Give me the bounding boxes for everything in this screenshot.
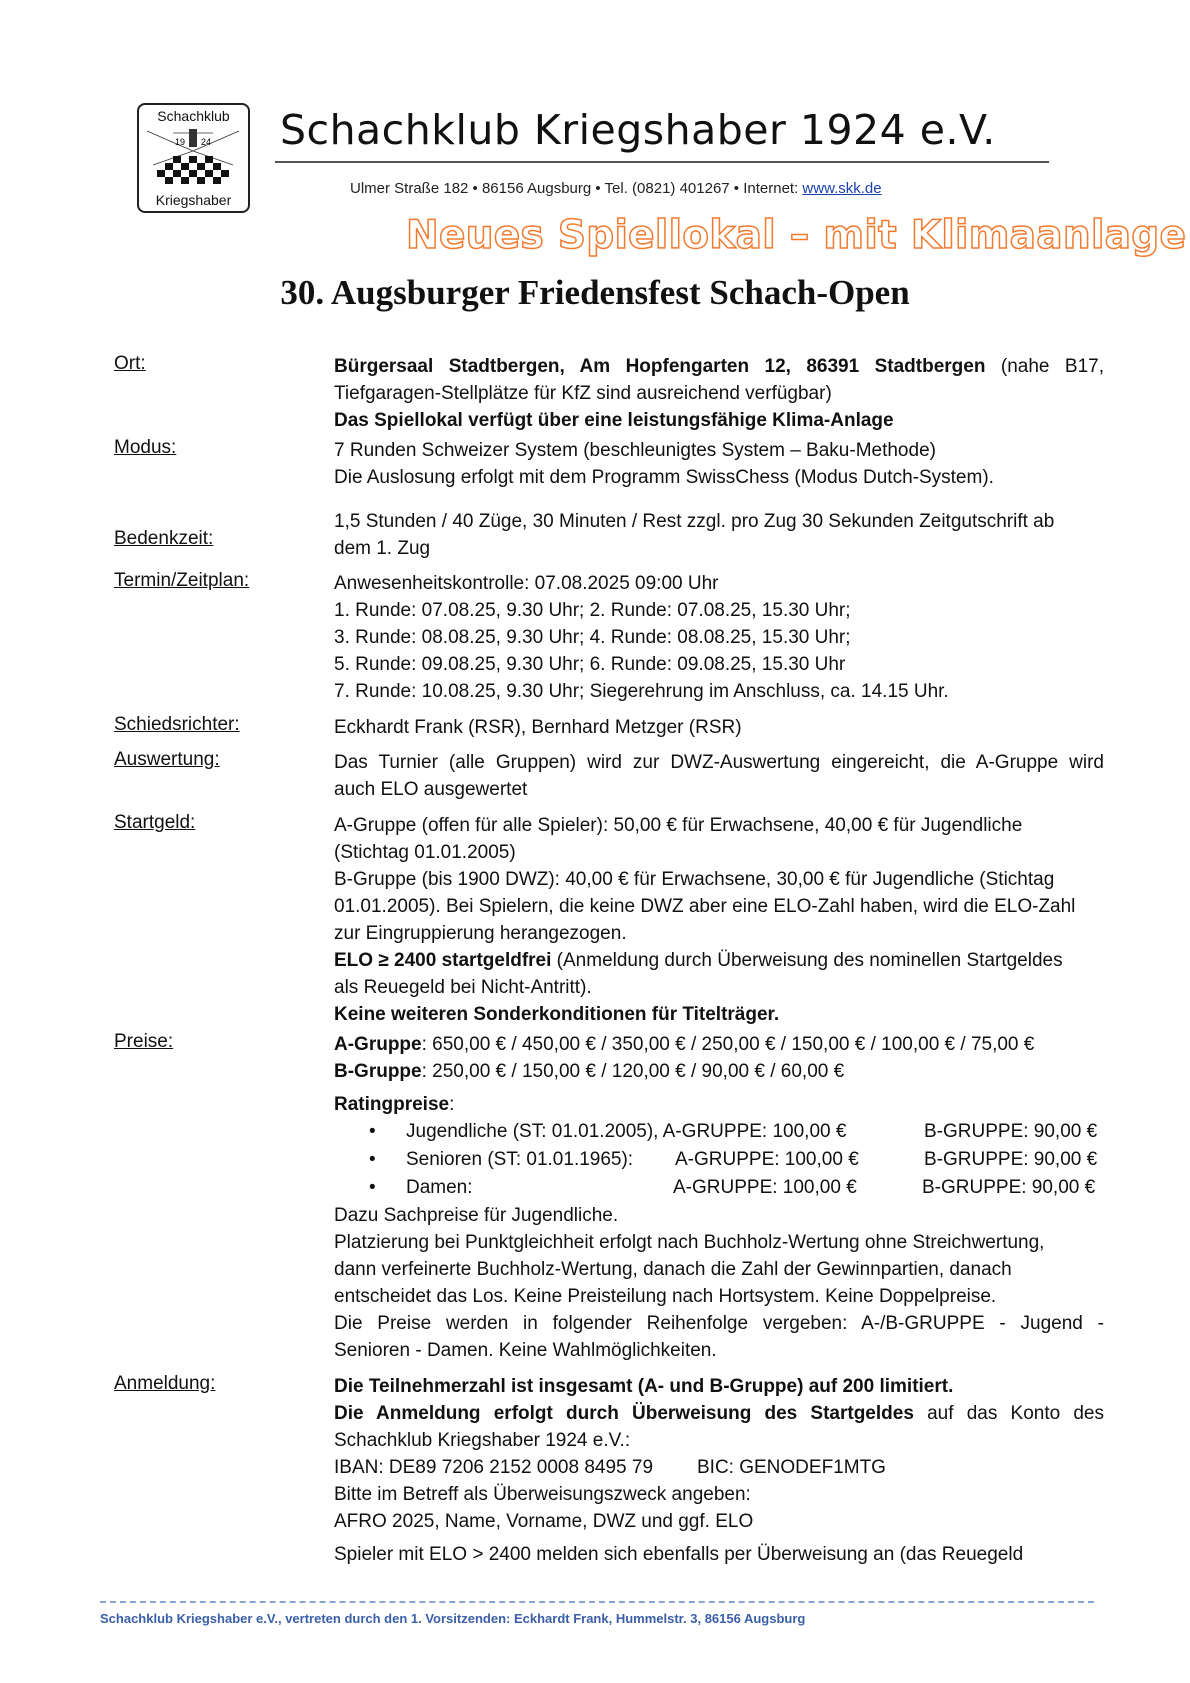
website-link[interactable]: www.skk.de	[802, 180, 882, 197]
value-preise	[334, 1031, 1104, 1364]
page-title: 30. Augsburger Friedensfest Schach-Open	[280, 273, 910, 312]
preise-line-2: Platzierung bei Punktgleichheit erfolgt nach Buchholz-Wertung ohne Streichwertung,	[334, 1232, 1045, 1253]
ort-line-2: Tiefgaragen-Stellplätze für KfZ sind ausreichend verfügbar)	[334, 383, 832, 404]
footer-text: Schachklub Kriegshaber e.V., vertreten durch den 1. Vorsitzenden: Eckhardt Frank, Hummelstr. 3, 86156 Augsburg	[100, 1611, 806, 1626]
anmeldung-line-2: Die Anmeldung erfolgt durch Überweisung des Startgeldes auf das Konto des	[334, 1403, 1104, 1424]
label-ort: Ort:	[114, 353, 146, 374]
preise-line-4: entscheidet das Los. Keine Preisteilung nach Hortsystem. Keine Doppelpreise.	[334, 1286, 997, 1307]
label-anmeldung: Anmeldung:	[114, 1373, 216, 1394]
label-bedenkzeit: Bedenkzeit:	[114, 528, 214, 549]
preise-line-1: Dazu Sachpreise für Jugendliche.	[334, 1205, 619, 1226]
rating-row: • Damen: A-GRUPPE: 100,00 € B-GRUPPE: 90,00 €	[334, 1174, 1104, 1202]
termin-line: Anwesenheitskontrolle: 07.08.2025 09:00 Uhr	[334, 573, 719, 594]
value-schiedsrichter	[334, 714, 1104, 741]
preise-line-3: dann verfeinerte Buchholz-Wertung, danach die Zahl der Gewinnpartien, danach	[334, 1259, 1012, 1280]
startgeld-line-6: ELO ≥ 2400 startgeldfrei (Anmeldung durch Überweisung des nominellen Startgeldes	[334, 950, 1063, 971]
banner-new-venue: Neues Spiellokal – mit Klimaanlage	[406, 213, 1187, 258]
logo-year-left: 19	[175, 137, 186, 147]
label-schiedsrichter: Schiedsrichter:	[114, 714, 240, 735]
ort-line-1: Bürgersaal Stadtbergen, Am Hopfengarten 12, 86391 Stadtbergen (nahe B17,	[334, 356, 1104, 377]
anmeldung-line-7: Spieler mit ELO > 2400 melden sich ebenfalls per Überweisung an (das Reuegeld	[334, 1544, 1024, 1565]
startgeld-line-4: 01.01.2005). Bei Spielern, die keine DWZ aber eine ELO-Zahl haben, wird die ELO-Zahl	[334, 896, 1076, 917]
label-termin: Termin/Zeitplan:	[114, 570, 250, 591]
value-auswertung	[334, 749, 1104, 803]
modus-line-2: Die Auslosung erfolgt mit dem Programm SwissChess (Modus Dutch-System).	[334, 467, 994, 488]
termin-line: 1. Runde: 07.08.25, 9.30 Uhr; 2. Runde: 07.08.25, 15.30 Uhr;	[334, 600, 851, 621]
bullet-icon: •	[369, 1121, 376, 1142]
rating-row: • Senioren (ST: 01.01.1965): A-GRUPPE: 100,00 € B-GRUPPE: 90,00 €	[334, 1146, 1104, 1174]
bedenkzeit-line-1: 1,5 Stunden / 40 Züge, 30 Minuten / Rest zzgl. pro Zug 30 Sekunden Zeitgutschrift ab	[334, 511, 1055, 532]
termin-line: 5. Runde: 09.08.25, 9.30 Uhr; 6. Runde: 09.08.25, 15.30 Uhr	[334, 654, 846, 675]
startgeld-line-7: als Reuegeld bei Nicht-Antritt).	[334, 977, 592, 998]
termin-line: 7. Runde: 10.08.25, 9.30 Uhr; Siegerehrung im Anschluss, ca. 14.15 Uhr.	[334, 681, 949, 702]
value-ort	[334, 353, 1104, 434]
ort-line-3: Das Spiellokal verfügt über eine leistungsfähige Klima-Anlage	[334, 410, 894, 431]
label-preise: Preise:	[114, 1031, 174, 1052]
header-divider	[275, 161, 1049, 163]
label-modus: Modus:	[114, 437, 177, 458]
ratingpreise-heading: Ratingpreise:	[334, 1094, 455, 1115]
anmeldung-line-1: Die Teilnehmerzahl ist insgesamt (A- und B-Gruppe) auf 200 limitiert.	[334, 1376, 954, 1397]
termin-line: 3. Runde: 08.08.25, 9.30 Uhr; 4. Runde: 08.08.25, 15.30 Uhr;	[334, 627, 851, 648]
label-auswertung: Auswertung:	[114, 749, 220, 770]
auswertung-line-1: Das Turnier (alle Gruppen) wird zur DWZ-Auswertung eingereicht, die A-Gruppe wird	[334, 752, 1104, 773]
auswertung-line-2: auch ELO ausgewertet	[334, 779, 528, 800]
anmeldung-line-3: Schachklub Kriegshaber 1924 e.V.:	[334, 1430, 631, 1451]
preise-line-6: Senioren - Damen. Keine Wahlmöglichkeiten.	[334, 1340, 717, 1361]
value-termin	[334, 570, 1104, 705]
preise-b-gruppe: B-Gruppe: 250,00 € / 150,00 € / 120,00 € / 90,00 € / 60,00 €	[334, 1061, 845, 1082]
value-bedenkzeit	[334, 508, 1104, 562]
startgeld-line-2: (Stichtag 01.01.2005)	[334, 842, 516, 863]
label-startgeld: Startgeld:	[114, 812, 196, 833]
bic: BIC: GENODEF1MTG	[697, 1457, 886, 1478]
anmeldung-line-5: Bitte im Betreff als Überweisungszweck angeben:	[334, 1484, 751, 1505]
chessboard-logo-icon	[143, 125, 244, 191]
value-modus	[334, 437, 1104, 491]
iban: IBAN: DE89 7206 2152 0008 8495 79	[334, 1457, 654, 1478]
bullet-icon: •	[369, 1149, 376, 1170]
startgeld-line-1: A-Gruppe (offen für alle Spieler): 50,00 € für Erwachsene, 40,00 € für Jugendliche	[334, 815, 1023, 836]
value-anmeldung	[334, 1373, 1104, 1568]
club-name: Schachklub Kriegshaber 1924 e.V.	[280, 106, 996, 154]
logo-year-right: 24	[201, 137, 212, 147]
preise-a-gruppe: A-Gruppe: 650,00 € / 450,00 € / 350,00 € / 250,00 € / 150,00 € / 100,00 € / 75,00 €	[334, 1034, 1035, 1055]
rating-row: • Jugendliche (ST: 01.01.2005), A-GRUPPE: 100,00 € B-GRUPPE: 90,00 €	[334, 1118, 1104, 1146]
bank-details	[334, 1454, 1104, 1481]
bedenkzeit-line-2: dem 1. Zug	[334, 538, 431, 559]
club-logo	[137, 103, 250, 213]
preise-line-5: Die Preise werden in folgender Reihenfolge vergeben: A-/B-GRUPPE - Jugend -	[334, 1313, 1104, 1334]
address-text: Ulmer Straße 182 • 86156 Augsburg • Tel. (0821) 401267 • Internet:	[350, 180, 803, 197]
startgeld-line-5: zur Eingruppierung herangezogen.	[334, 923, 627, 944]
value-startgeld	[334, 812, 1104, 1028]
modus-line-1: 7 Runden Schweizer System (beschleunigtes System – Baku-Methode)	[334, 440, 936, 461]
anmeldung-line-6: AFRO 2025, Name, Vorname, DWZ und ggf. ELO	[334, 1511, 754, 1532]
logo-bottom-text: Kriegshaber	[155, 192, 232, 208]
footer-divider	[100, 1601, 1094, 1603]
schiedsrichter-line-1: Eckhardt Frank (RSR), Bernhard Metzger (RSR)	[334, 717, 742, 738]
bullet-icon: •	[369, 1177, 376, 1198]
startgeld-line-8: Keine weiteren Sonderkonditionen für Titelträger.	[334, 1004, 780, 1025]
logo-top-text: Schachklub	[157, 108, 230, 124]
club-address	[350, 180, 882, 197]
startgeld-line-3: B-Gruppe (bis 1900 DWZ): 40,00 € für Erwachsene, 30,00 € für Jugendliche (Stichtag	[334, 869, 1055, 890]
